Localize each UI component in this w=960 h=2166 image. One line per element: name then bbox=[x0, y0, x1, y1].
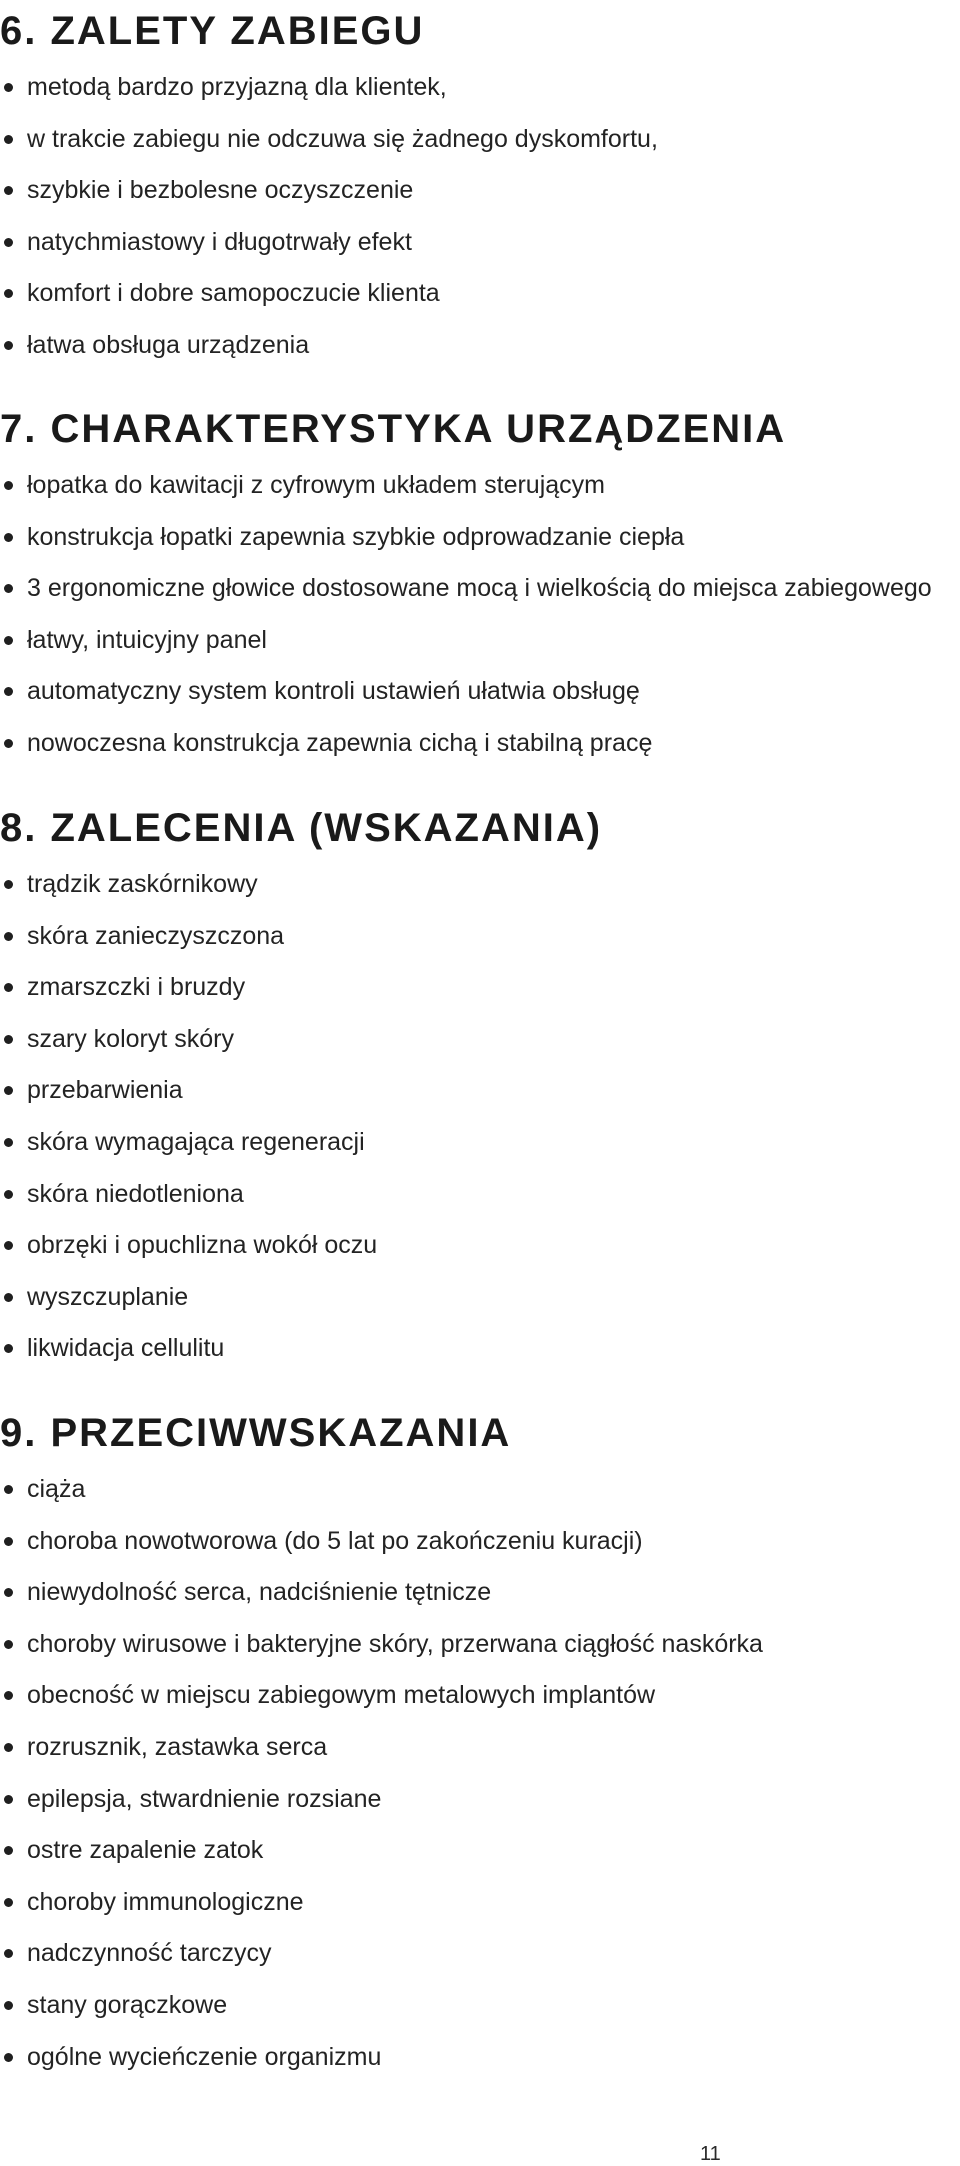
list-item-text: łopatka do kawitacji z cyfrowym układem sterującym bbox=[27, 471, 605, 499]
bullet-icon bbox=[4, 1743, 13, 1752]
section-title: 9. PRZECIWWSKAZANIA bbox=[0, 1411, 512, 1455]
bullet-icon bbox=[4, 1588, 13, 1597]
list-item bbox=[0, 512, 960, 564]
list-item bbox=[0, 1722, 960, 1774]
list-item-text: szybkie i bezbolesne oczyszczenie bbox=[27, 176, 414, 205]
list-item-text: automatyczny system kontroli ustawień ułatwia obsługę bbox=[27, 677, 640, 706]
bullet-icon bbox=[4, 533, 13, 542]
list-item bbox=[0, 1980, 960, 2032]
list-item-text: szary koloryt skóry bbox=[27, 1024, 234, 1053]
list-item bbox=[0, 1117, 960, 1169]
bullet-icon bbox=[4, 2053, 13, 2062]
section-advantages bbox=[0, 0, 960, 372]
bullet-icon bbox=[4, 83, 13, 92]
list-item bbox=[0, 1014, 960, 1066]
bullet-icon bbox=[4, 186, 13, 195]
list-item bbox=[0, 1516, 960, 1568]
bullet-icon bbox=[4, 1138, 13, 1147]
list-item bbox=[0, 62, 960, 114]
list-item bbox=[0, 268, 960, 320]
list-item-text: choroba nowotworowa (do 5 lat po zakończeniu kuracji) bbox=[27, 1526, 643, 1555]
list-item-text: łatwy, intuicyjny panel bbox=[27, 625, 267, 654]
list-item bbox=[0, 217, 960, 269]
list-item bbox=[0, 460, 960, 512]
list-item-text: przebarwienia bbox=[27, 1076, 183, 1105]
list-item-text: trądzik zaskórnikowy bbox=[27, 870, 258, 898]
list-item bbox=[0, 114, 960, 166]
list-item bbox=[0, 320, 960, 372]
list-item bbox=[0, 165, 960, 217]
list-item bbox=[0, 1825, 960, 1877]
list-item-text: epilepsja, stwardnienie rozsiane bbox=[27, 1784, 382, 1813]
bullet-icon bbox=[4, 2001, 13, 2010]
bullet-icon bbox=[4, 1344, 13, 1353]
section-device-characteristics bbox=[0, 398, 960, 770]
bullet-icon bbox=[4, 584, 13, 593]
list-item bbox=[0, 1323, 960, 1375]
list-item-text: łatwa obsługa urządzenia bbox=[27, 330, 310, 359]
bullet-icon bbox=[4, 1846, 13, 1855]
bullet-icon bbox=[4, 481, 13, 490]
list-item-text: nowoczesna konstrukcja zapewnia cichą i stabilną pracę bbox=[27, 728, 653, 757]
list-item bbox=[0, 1065, 960, 1117]
bullet-icon bbox=[4, 1949, 13, 1958]
bullet-icon bbox=[4, 238, 13, 247]
bullet-icon bbox=[4, 1485, 13, 1494]
list-item-text: w trakcie zabiegu nie odczuwa się żadnego dyskomfortu, bbox=[27, 124, 658, 153]
bullet-list bbox=[0, 1464, 960, 2083]
section-indications bbox=[0, 797, 960, 1375]
list-item bbox=[0, 962, 960, 1014]
bullet-icon bbox=[4, 1795, 13, 1804]
list-item bbox=[0, 718, 960, 770]
list-item bbox=[0, 1877, 960, 1929]
bullet-icon bbox=[4, 636, 13, 645]
list-item-text: obecność w miejscu zabiegowym metalowych implantów bbox=[27, 1681, 656, 1710]
list-item-text: skóra zanieczyszczona bbox=[27, 921, 285, 950]
section-title: 7. CHARAKTERYSTYKA URZĄDZENIA bbox=[0, 407, 787, 451]
list-item-text: ciąża bbox=[27, 1475, 86, 1503]
list-item bbox=[0, 1169, 960, 1221]
list-item-text: nadczynność tarczycy bbox=[27, 1939, 272, 1968]
list-item-text: metodą bardzo przyjazną dla klientek, bbox=[27, 73, 447, 101]
list-item-text: komfort i dobre samopoczucie klienta bbox=[27, 279, 440, 308]
bullet-list bbox=[0, 859, 960, 1375]
bullet-icon bbox=[4, 1035, 13, 1044]
list-item bbox=[0, 1670, 960, 1722]
bullet-icon bbox=[4, 1691, 13, 1700]
section-contraindications bbox=[0, 1402, 960, 2083]
bullet-icon bbox=[4, 135, 13, 144]
list-item bbox=[0, 1272, 960, 1324]
list-item-text: skóra niedotleniona bbox=[27, 1179, 244, 1208]
bullet-icon bbox=[4, 687, 13, 696]
list-item-text: rozrusznik, zastawka serca bbox=[27, 1732, 328, 1761]
bullet-icon bbox=[4, 739, 13, 748]
page-number: 11 bbox=[700, 2143, 721, 2165]
list-item-text: ostre zapalenie zatok bbox=[27, 1836, 264, 1865]
bullet-icon bbox=[4, 341, 13, 350]
list-item-text: choroby immunologiczne bbox=[27, 1887, 304, 1916]
bullet-icon bbox=[4, 1190, 13, 1199]
bullet-icon bbox=[4, 1293, 13, 1302]
list-item bbox=[0, 2032, 960, 2084]
list-item bbox=[0, 1928, 960, 1980]
list-item-text: niewydolność serca, nadciśnienie tętnicze bbox=[27, 1578, 492, 1607]
list-item-text: wyszczuplanie bbox=[27, 1282, 189, 1311]
bullet-icon bbox=[4, 932, 13, 941]
list-item bbox=[0, 1464, 960, 1516]
bullet-list bbox=[0, 62, 960, 372]
list-item-text: zmarszczki i bruzdy bbox=[27, 973, 246, 1002]
list-item bbox=[0, 1220, 960, 1272]
list-item bbox=[0, 1567, 960, 1619]
list-item bbox=[0, 1619, 960, 1671]
section-title: 8. ZALECENIA (WSKAZANIA) bbox=[0, 806, 603, 850]
bullet-icon bbox=[4, 983, 13, 992]
bullet-icon bbox=[4, 880, 13, 889]
bullet-icon bbox=[4, 1241, 13, 1250]
list-item-text: stany gorączkowe bbox=[27, 1990, 228, 2019]
bullet-icon bbox=[4, 289, 13, 298]
bullet-icon bbox=[4, 1086, 13, 1095]
list-item-text: choroby wirusowe i bakteryjne skóry, przerwana ciągłość naskórka bbox=[27, 1629, 763, 1658]
bullet-list bbox=[0, 460, 960, 770]
list-item bbox=[0, 1774, 960, 1826]
bullet-icon bbox=[4, 1898, 13, 1907]
list-item-text: likwidacja cellulitu bbox=[27, 1334, 225, 1363]
list-item-text: ogólne wycieńczenie organizmu bbox=[27, 2042, 382, 2071]
list-item bbox=[0, 859, 960, 911]
list-item bbox=[0, 666, 960, 718]
list-item-text: konstrukcja łopatki zapewnia szybkie odprowadzanie ciepła bbox=[27, 522, 685, 551]
list-item-text: obrzęki i opuchlizna wokół oczu bbox=[27, 1231, 378, 1260]
list-item-text: natychmiastowy i długotrwały efekt bbox=[27, 227, 412, 256]
list-item bbox=[0, 563, 960, 615]
bullet-icon bbox=[4, 1537, 13, 1546]
bullet-icon bbox=[4, 1640, 13, 1649]
list-item bbox=[0, 911, 960, 963]
list-item bbox=[0, 615, 960, 667]
list-item-text: 3 ergonomiczne głowice dostosowane mocą i wielkością do miejsca zabiegowego bbox=[27, 574, 932, 603]
section-title: 6. ZALETY ZABIEGU bbox=[0, 9, 425, 53]
list-item-text: skóra wymagająca regeneracji bbox=[27, 1127, 365, 1156]
